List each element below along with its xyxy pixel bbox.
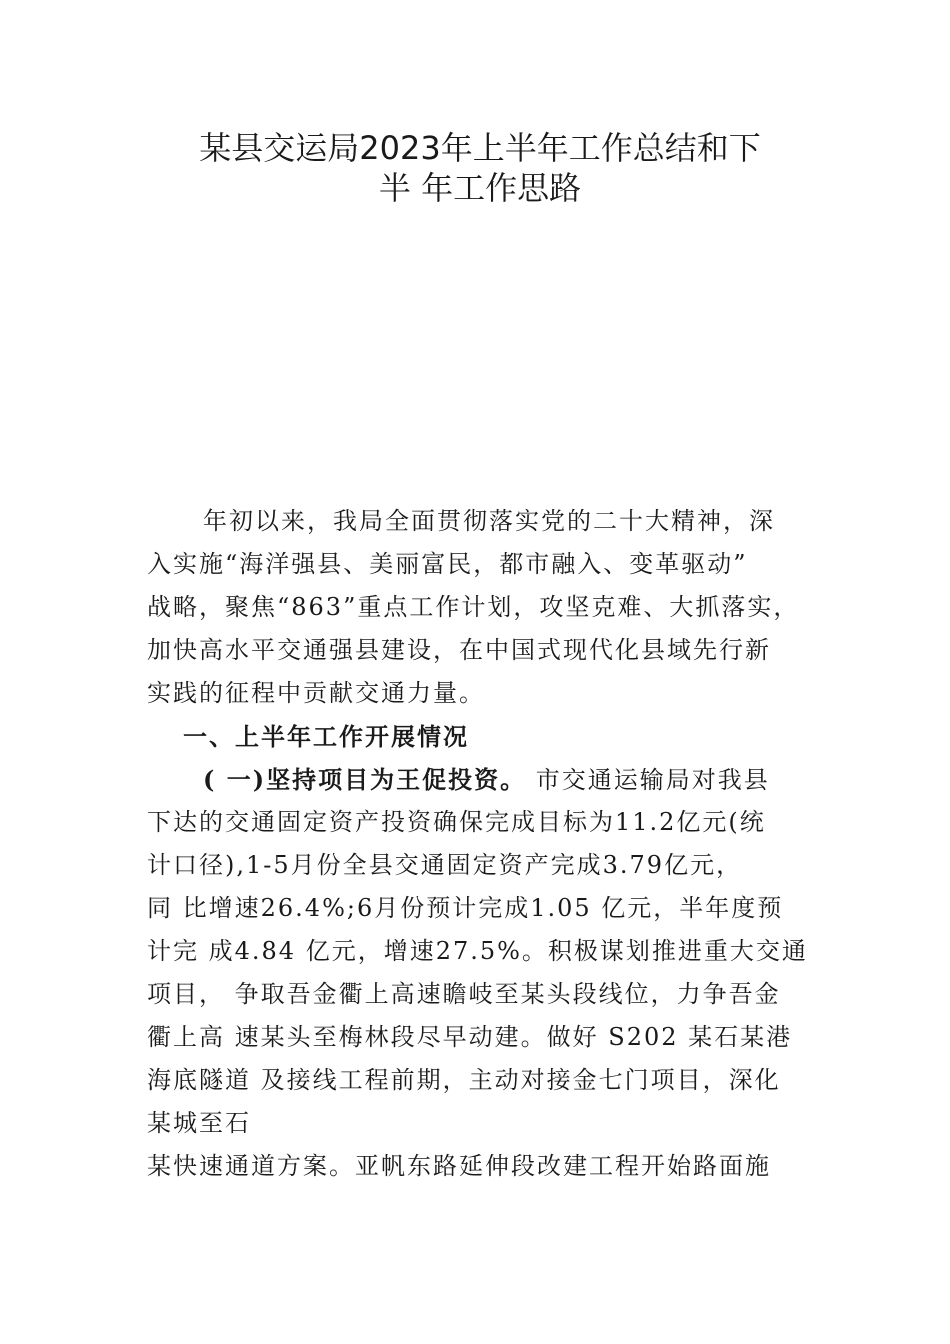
paragraph-line: 项目， 争取吾金衢上高速瞻岐至某头段线位，力争吾金 [147, 980, 781, 1008]
section-heading: 一、上半年工作开展情况 [183, 722, 469, 751]
paragraph-line: 某快速通道方案。亚帆东路延伸段改建工程开始路面施 [147, 1152, 771, 1180]
paragraph-line: 海底隧道 及接线工程前期，主动对接金七门项目，深化 [147, 1066, 781, 1094]
paragraph-line: 实践的征程中贡献交通力量。 [147, 679, 485, 707]
paragraph-line: 加快高水平交通强县建设，在中国式现代化县域先行新 [147, 636, 771, 664]
paragraph-text: 市交通运输局对我县 [535, 766, 770, 794]
paragraph-line: 战略，聚焦“863”重点工作计划，攻坚克难、大抓落实， [147, 593, 800, 621]
document-title-line-1: 某县交运局2023年上半年工作总结和下 [199, 129, 761, 167]
document-title-line-2: 半 年工作思路 [378, 169, 582, 207]
paragraph-line [147, 758, 812, 801]
paragraph-line: 入实施“海洋强县、美丽富民，都市融入、变革驱动” [147, 550, 748, 578]
paragraph-line: 衢上高 速某头至梅林段尽早动建。做好 S202 某石某港 [147, 1023, 793, 1051]
document-body [147, 500, 812, 1188]
paragraph-line: 同 比增速26.4%;6月份预计完成1.05 亿元，半年度预 [147, 894, 784, 922]
paragraph-line: 计口径),1-5月份全县交通固定资产完成3.79亿元， [147, 851, 743, 879]
subsection-heading: ( 一)坚持项目为王促投资。 [203, 765, 527, 794]
paragraph-line: 计完 成4.84 亿元，增速27.5%。积极谋划推进重大交通 [147, 937, 808, 965]
paragraph-line: 某城至石 [147, 1109, 251, 1137]
paragraph-line: 下达的交通固定资产投资确保完成目标为11.2亿元(统 [147, 808, 766, 836]
paragraph-line: 年初以来，我局全面贯彻落实党的二十大精神，深 [203, 507, 775, 535]
